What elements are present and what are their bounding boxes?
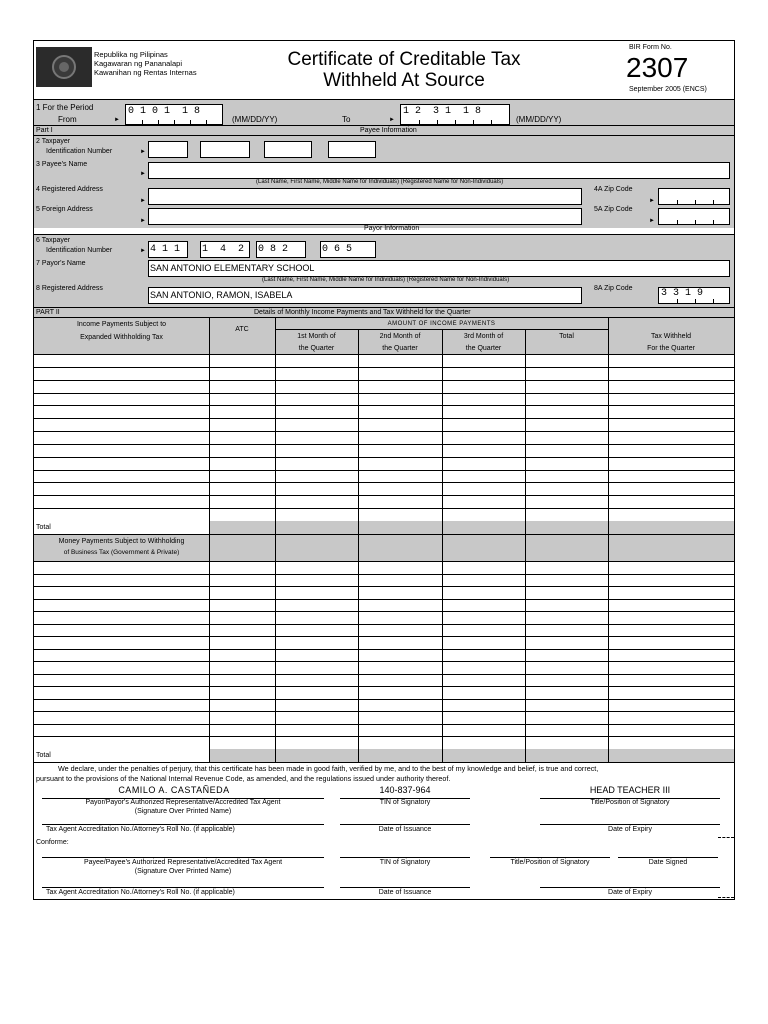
- col-m3-2: the Quarter: [465, 345, 502, 352]
- arrow-icon: ►: [140, 218, 146, 224]
- foreign-address-field[interactable]: [148, 208, 582, 225]
- to-format: (MM/DD/YY): [516, 115, 562, 124]
- money-label-1: Money Payments Subject to Withholding: [58, 538, 185, 545]
- table-row[interactable]: [34, 586, 734, 599]
- payor-sig-caption-1: Payor/Payor's Authorized Representative/Accredited Tax Agent: [85, 799, 281, 806]
- payor-tin-field-1[interactable]: [148, 241, 188, 258]
- table-row[interactable]: [34, 495, 734, 508]
- payor-name-field[interactable]: [148, 260, 730, 277]
- income-table: [34, 354, 734, 521]
- form-title-line-2: Withheld At Source: [323, 70, 485, 91]
- payee-sig-caption-2: (Signature Over Printed Name): [134, 868, 232, 875]
- from-label: From: [58, 115, 77, 124]
- form-no-label: BIR Form No.: [629, 44, 672, 51]
- arrow-icon: ►: [114, 117, 120, 123]
- part2-label: PART II: [36, 309, 60, 316]
- payor-tin-label-2: Identification Number: [46, 247, 113, 254]
- col-income-1: Income Payments Subject to: [76, 321, 167, 328]
- table-row[interactable]: [34, 418, 734, 431]
- arrow-icon: ►: [649, 218, 655, 224]
- to-date-field[interactable]: [400, 104, 510, 125]
- col-income-2: Expanded Withholding Tax: [80, 334, 163, 341]
- zip-5a-label: 5A Zip Code: [594, 206, 633, 213]
- title-sig-caption-2: Title/Position of Signatory: [510, 859, 590, 866]
- payee-tin-field-1[interactable]: [148, 141, 188, 158]
- table-row[interactable]: [34, 482, 734, 495]
- date-expiry-caption: Date of Expiry: [608, 826, 652, 833]
- table-row[interactable]: [34, 674, 734, 687]
- table-row[interactable]: [34, 405, 734, 418]
- bir-logo: [36, 47, 92, 87]
- table-row[interactable]: [34, 661, 734, 674]
- payee-address-field[interactable]: [148, 188, 582, 205]
- table-row[interactable]: [34, 624, 734, 637]
- form-date: September 2005 (ENCS): [629, 86, 707, 93]
- payee-info-header: Payee Information: [360, 127, 417, 134]
- payor-tin-part-2: 1 4 2: [202, 244, 245, 255]
- col-m2-1: 2nd Month of: [379, 333, 421, 340]
- table-row[interactable]: [34, 699, 734, 712]
- part1-label: Part I: [36, 127, 53, 134]
- table-row[interactable]: [34, 431, 734, 444]
- payor-address-label: 8 Registered Address: [36, 285, 103, 292]
- payee-tin-field-3[interactable]: [264, 141, 312, 158]
- signer-name: CAMILO A. CASTAÑEDA: [118, 785, 230, 795]
- tin-sig-caption-2: TIN of Signatory: [379, 859, 431, 866]
- total-label-2: Total: [36, 752, 51, 759]
- agency-line-2: Kagawaran ng Pananalapi: [94, 59, 182, 68]
- table-row[interactable]: [34, 649, 734, 662]
- table-row[interactable]: [34, 367, 734, 380]
- from-date-value: 0 1 0 1 1 8: [128, 106, 201, 117]
- zip-5a-field[interactable]: [658, 208, 730, 225]
- money-table: [34, 561, 734, 749]
- date-signed-caption: Date Signed: [648, 859, 688, 866]
- arrow-icon: ►: [140, 248, 146, 254]
- payor-tin-part-1: 4 1 1: [150, 244, 181, 255]
- col-m1-2: the Quarter: [298, 345, 335, 352]
- table-row[interactable]: [34, 599, 734, 612]
- table-row[interactable]: [34, 561, 734, 574]
- signer-tin: 140-837-964: [379, 785, 431, 795]
- payor-tin-field-4[interactable]: [320, 241, 376, 258]
- agency-line-3: Kawanihan ng Rentas Internas: [94, 68, 197, 77]
- col-m3-1: 3rd Month of: [463, 333, 504, 340]
- col-atc: ATC: [235, 326, 249, 333]
- table-row[interactable]: [34, 574, 734, 587]
- arrow-icon: ►: [140, 149, 146, 155]
- payee-name-label: 3 Payee's Name: [36, 161, 88, 168]
- table-row[interactable]: [34, 686, 734, 699]
- table-row[interactable]: [34, 636, 734, 649]
- part2-header: Details of Monthly Income Payments and Tax Withheld for the Quarter: [254, 309, 471, 316]
- form-number: 2307: [626, 52, 689, 83]
- payor-tin-part-3: 0 8 2: [258, 244, 289, 255]
- bir-form-2307: [33, 40, 735, 900]
- payor-name-note: (Last Name, First Name, Middle Name for Individuals) (Registered Name for Non-Individuals): [262, 277, 510, 283]
- period-label: 1 For the Period: [36, 103, 94, 112]
- from-format: (MM/DD/YY): [232, 115, 278, 124]
- payor-zip-value: 3 3 1 9: [661, 288, 704, 299]
- payee-name-field[interactable]: [148, 162, 730, 179]
- arrow-icon: ►: [140, 198, 146, 204]
- zip-8a-label: 8A Zip Code: [594, 285, 633, 292]
- title-sig-caption: Title/Position of Signatory: [590, 799, 670, 806]
- payor-sig-caption-2: (Signature Over Printed Name): [134, 808, 232, 815]
- payee-tin-label-2: Identification Number: [46, 148, 113, 155]
- zip-4a-field[interactable]: [658, 188, 730, 205]
- table-row[interactable]: [34, 611, 734, 624]
- to-label: To: [342, 115, 351, 124]
- conforme-label: Conforme:: [36, 839, 69, 846]
- payee-tin-field-2[interactable]: [200, 141, 250, 158]
- table-row[interactable]: [34, 470, 734, 483]
- declaration-line-2: pursuant to the provisions of the National Internal Revenue Code, as amended, and the regulations issued under authority thereof.: [36, 774, 451, 783]
- payor-address-field[interactable]: [148, 287, 582, 304]
- declaration-line-1: We declare, under the penalties of perjury, that this certificate has been made in good faith, verified by me, and to the best of my knowledge and belief, is true and correct,: [58, 764, 599, 773]
- seal-icon: [52, 55, 76, 79]
- agent-acc-caption-2: Tax Agent Accreditation No./Attorney's Roll No. (if applicable): [46, 889, 235, 896]
- agent-acc-caption: Tax Agent Accreditation No./Attorney's Roll No. (if applicable): [46, 826, 235, 833]
- from-date-field[interactable]: [125, 104, 223, 125]
- table-row[interactable]: [34, 711, 734, 724]
- arrow-icon: ►: [649, 198, 655, 204]
- table-row[interactable]: [34, 457, 734, 470]
- col-total: Total: [559, 333, 574, 340]
- payor-tin-field-3[interactable]: [256, 241, 306, 258]
- date-expiry-caption-2: Date of Expiry: [608, 889, 652, 896]
- payor-address-value: SAN ANTONIO, RAMON, ISABELA: [150, 290, 293, 300]
- date-issuance-caption-2: Date of Issuance: [378, 889, 432, 896]
- zip-8a-field[interactable]: [658, 287, 730, 304]
- col-tax-1: Tax Withheld: [650, 333, 692, 340]
- table-row[interactable]: [34, 393, 734, 406]
- table-row[interactable]: [34, 736, 734, 749]
- payee-tin-label-1: 2 Taxpayer: [36, 138, 71, 145]
- tin-sig-caption: TIN of Signatory: [379, 799, 431, 806]
- col-tax-2: For the Quarter: [647, 345, 695, 352]
- payor-tin-label-1: 6 Taxpayer: [36, 237, 71, 244]
- col-m1-1: 1st Month of: [297, 333, 336, 340]
- date-issuance-caption: Date of Issuance: [378, 826, 432, 833]
- payee-tin-field-4[interactable]: [328, 141, 376, 158]
- payor-info-header: Payor Information: [364, 225, 420, 232]
- payee-name-note: (Last Name, First Name, Middle Name for Individuals) (Registered Name for Non-Individuals): [256, 179, 504, 185]
- arrow-icon: ►: [389, 117, 395, 123]
- agency-line-1: Republika ng Pilipinas: [94, 50, 168, 59]
- col-amount: AMOUNT OF INCOME PAYMENTS: [387, 321, 496, 327]
- foreign-address-label: 5 Foreign Address: [36, 206, 93, 213]
- table-row[interactable]: [34, 444, 734, 457]
- total-label-1: Total: [36, 524, 51, 531]
- payor-tin-field-2[interactable]: [200, 241, 250, 258]
- payee-sig-caption-1: Payee/Payee's Authorized Representative/Accredited Tax Agent: [83, 859, 283, 866]
- table-row[interactable]: [34, 380, 734, 393]
- table-row[interactable]: [34, 724, 734, 737]
- arrow-icon: ►: [140, 171, 146, 177]
- form-title-line-1: Certificate of Creditable Tax: [287, 49, 521, 70]
- table-row[interactable]: [34, 508, 734, 521]
- payor-tin-part-4: 0 6 5: [322, 244, 353, 255]
- payor-name-label: 7 Payor's Name: [36, 260, 86, 267]
- money-label-2: of Business Tax (Government & Private): [63, 549, 180, 556]
- zip-4a-label: 4A Zip Code: [594, 186, 633, 193]
- col-m2-2: the Quarter: [382, 345, 418, 352]
- table-row[interactable]: [34, 354, 734, 367]
- payee-address-label: 4 Registered Address: [36, 186, 103, 193]
- to-date-value: 1 2 3 1 1 8: [403, 106, 482, 117]
- signer-title: HEAD TEACHER III: [589, 785, 671, 795]
- payor-name-value: SAN ANTONIO ELEMENTARY SCHOOL: [150, 263, 315, 273]
